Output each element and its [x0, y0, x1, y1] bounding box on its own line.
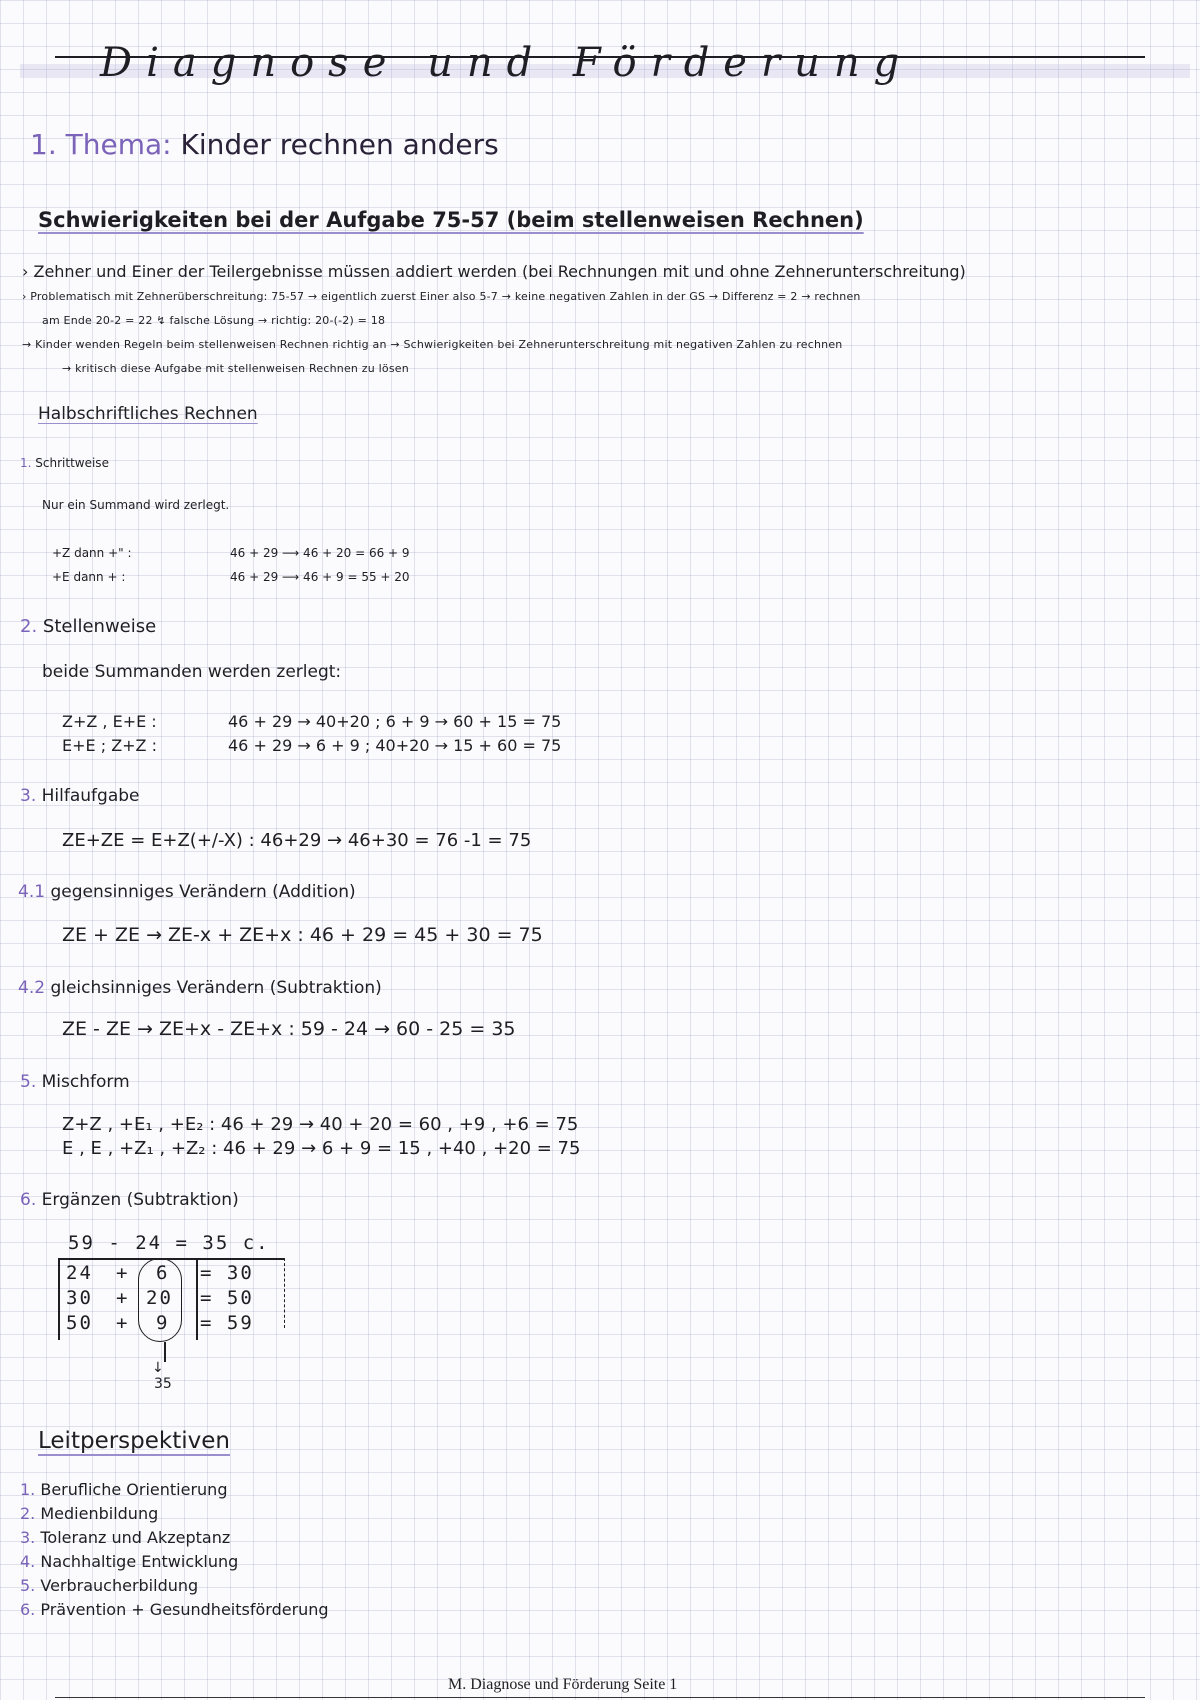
list-item: 1. Berufliche Orientierung: [20, 1480, 228, 1499]
method-heading-gegensinnig: [18, 882, 356, 902]
method-heading-ergaenzen: [20, 1190, 239, 1210]
thema-text: Kinder rechnen anders: [180, 128, 499, 161]
calc-rule: Z+Z , E+E :: [62, 712, 157, 731]
method-label: Mischform: [41, 1072, 130, 1092]
method-heading-hilfaufgabe: [20, 786, 140, 806]
ergaenzen-a: 24: [66, 1262, 93, 1284]
section-heading-schwierigkeiten: Schwierigkeiten bei der Aufgabe 75-57 (beim stellenweisen Rechnen): [38, 208, 864, 232]
method-label: Ergänzen (Subtraktion): [41, 1190, 239, 1210]
page-footer: M. Diagnose und Förderung Seite 1: [448, 1676, 678, 1693]
method-label: gegensinniges Verändern (Addition): [50, 882, 356, 902]
ergaenzen-eq: = 59: [200, 1312, 254, 1334]
calc-row: ZE - ZE → ZE+x - ZE+x : 59 - 24 → 60 - 25 = 35: [62, 1018, 516, 1040]
note-line: → kritisch diese Aufgabe mit stellenweisen Rechnen zu lösen: [62, 362, 409, 375]
page-title: Diagnose und Förderung: [100, 40, 914, 86]
ergaenzen-task: 59 - 24 = 35 c.: [68, 1232, 270, 1254]
note-line: › Problematisch mit Zehnerüberschreitung: 75-57 → eigentlich zuerst Einer also 5-7 → keine negativen Zahlen in der GS → Differenz = 2 → rechnen: [22, 290, 861, 303]
ergaenzen-eq: = 30: [200, 1262, 254, 1284]
ergaenzen-left-bar: [58, 1258, 60, 1340]
ergaenzen-b: 9: [156, 1312, 170, 1334]
list-item: 4. Nachhaltige Entwicklung: [20, 1552, 239, 1571]
list-item: 6. Prävention + Gesundheitsförderung: [20, 1600, 329, 1619]
method-label: Stellenweise: [42, 616, 157, 637]
ergaenzen-b: 20: [146, 1287, 173, 1309]
ergaenzen-divider: [196, 1258, 198, 1340]
ergaenzen-a: 50: [66, 1312, 93, 1334]
calc-row: 46 + 29 → 40+20 ; 6 + 9 → 60 + 15 = 75: [228, 712, 562, 731]
list-item: 5. Verbraucherbildung: [20, 1576, 199, 1595]
method-description: beide Summanden werden zerlegt:: [42, 662, 342, 682]
ergaenzen-op: +: [116, 1312, 130, 1334]
ergaenzen-arrow-head: ↓: [152, 1360, 164, 1376]
method-number: 4.2: [18, 978, 46, 998]
calc-rule: +Z dann +" :: [52, 546, 132, 560]
ergaenzen-rule: [58, 1258, 284, 1260]
calc-rule: +E dann + :: [52, 570, 126, 584]
thema-label: Thema:: [65, 128, 172, 161]
note-line: am Ende 20-2 = 22 ↯ falsche Lösung → richtig: 20-(-2) = 18: [42, 314, 386, 327]
ergaenzen-result: 35: [154, 1376, 172, 1392]
section-heading-halbschriftlich: Halbschriftliches Rechnen: [38, 404, 258, 424]
note-line: › Zehner und Einer der Teilergebnisse müssen addiert werden (bei Rechnungen mit und ohne Zehnerunterschreitung): [22, 262, 966, 281]
ergaenzen-dashed-guide: [284, 1258, 285, 1328]
method-heading-schrittweise: [20, 456, 109, 470]
method-heading-stellenweise: [20, 616, 156, 637]
method-number: 2.: [20, 616, 38, 637]
method-label: Hilfaufgabe: [41, 786, 140, 806]
list-item: 3. Toleranz und Akzeptanz: [20, 1528, 231, 1547]
ergaenzen-arrow: [164, 1342, 166, 1362]
section-heading-leitperspektiven: Leitperspektiven: [38, 1428, 230, 1454]
calc-row: 46 + 29 → 6 + 9 ; 40+20 → 15 + 60 = 75: [228, 736, 562, 755]
calc-row: E , E , +Z₁ , +Z₂ : 46 + 29 → 6 + 9 = 15 , +40 , +20 = 75: [62, 1138, 581, 1159]
thema-number: 1.: [30, 128, 57, 161]
method-label: Schrittweise: [35, 456, 109, 470]
method-number: 6.: [20, 1190, 37, 1210]
method-description: Nur ein Summand wird zerlegt.: [42, 498, 230, 512]
calc-row: ZE + ZE → ZE-x + ZE+x : 46 + 29 = 45 + 30 = 75: [62, 924, 543, 946]
ergaenzen-b: 6: [156, 1262, 170, 1284]
calc-row: 46 + 29 ⟶ 46 + 9 = 55 + 20: [230, 570, 410, 584]
method-number: 1.: [20, 456, 32, 470]
ergaenzen-eq: = 50: [200, 1287, 254, 1309]
calc-row: Z+Z , +E₁ , +E₂ : 46 + 29 → 40 + 20 = 60 , +9 , +6 = 75: [62, 1114, 579, 1135]
note-line: → Kinder wenden Regeln beim stellenweisen Rechnen richtig an → Schwierigkeiten bei Zehnerunterschreitung mit negativen Zahlen zu rechnen: [22, 338, 843, 351]
ergaenzen-a: 30: [66, 1287, 93, 1309]
ergaenzen-op: +: [116, 1262, 130, 1284]
list-item: 2. Medienbildung: [20, 1504, 159, 1523]
method-label: gleichsinniges Verändern (Subtraktion): [50, 978, 382, 998]
method-number: 3.: [20, 786, 37, 806]
method-number: 5.: [20, 1072, 37, 1092]
method-number: 4.1: [18, 882, 46, 902]
thema-heading: [30, 128, 499, 161]
ergaenzen-oval: [138, 1258, 182, 1342]
method-heading-mischform: [20, 1072, 130, 1092]
calc-rule: E+E ; Z+Z :: [62, 736, 157, 755]
footer-rule: [55, 1697, 1145, 1698]
method-heading-gleichsinnig: [18, 978, 382, 998]
calc-row: ZE+ZE = E+Z(+/-X) : 46+29 → 46+30 = 76 -1 = 75: [62, 830, 532, 851]
ergaenzen-op: +: [116, 1287, 130, 1309]
calc-row: 46 + 29 ⟶ 46 + 20 = 66 + 9: [230, 546, 410, 560]
